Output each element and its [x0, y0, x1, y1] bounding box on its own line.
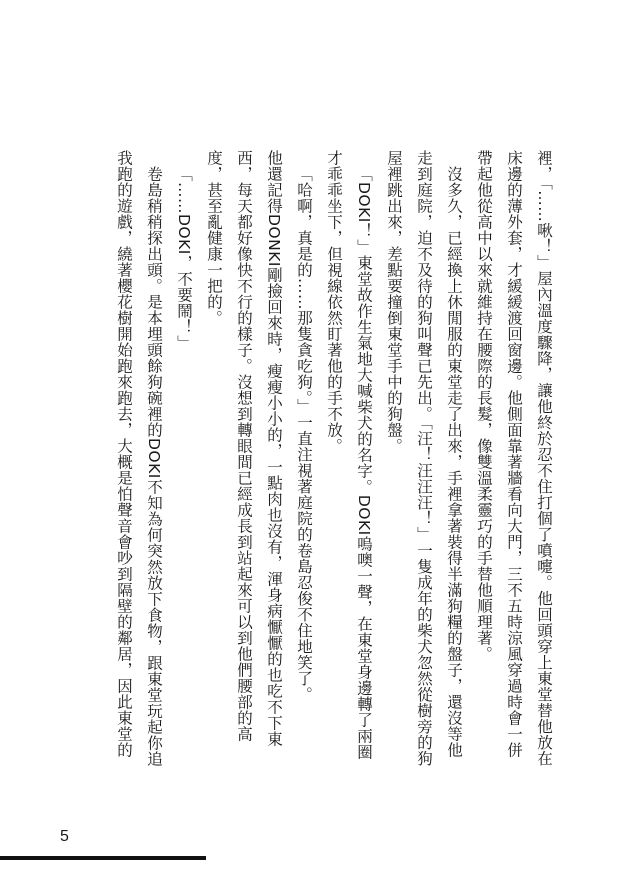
page-number: 5	[60, 828, 69, 845]
paragraph-2: 沒多久，已經換上休閒服的東堂走了出來，手裡拿著裝得半滿狗糧的盤子，還沒等他走到庭院，迫不及待的狗叫聲已先出。「汪！汪汪汪！」一隻成年的柴犬忽然從樹旁的狗屋裡跳出來，差點要撞倒東堂手中的狗盤。	[385, 150, 463, 767]
paragraph-3: 「DOKI！」東堂故作生氣地大喊柴犬的名字。DOKI嗚噢一聲，在東堂身邊轉了兩圈才乖乖坐下，但視線依然盯著他的手不放。	[325, 150, 373, 760]
paragraph-7: 卷島稍稍探出頭。是本埋頭餘狗碗裡的DOKI不知為何突然放下食物，跟東堂玩起你追我跑的遊戲，繞著櫻花樹開始跑來跑去，大概是怕聲音會吵到隔壁的鄰居，因此東堂的	[115, 150, 163, 767]
paragraph-1: 裡，「……啾！」屋內溫度驟降，讓他終於忍不住打個了噴嚏。他回頭穿上東堂替他放在床邊的薄外套，才緩緩渡回窗邊。他側面靠著牆看向大門，三不五時涼風穿過時會一併帶起他從高中以來就維持在腰際的長髮，像雙溫柔靈巧的手替他順理著。	[475, 150, 553, 767]
body-text	[79, 150, 559, 770]
footer-rule	[0, 856, 206, 860]
paragraph-4: 「哈啊，真是的……那隻貪吃狗。」一直注視著庭院的卷島忍俊不住地笑了。	[295, 165, 313, 702]
paragraph-5: 他還記得DONKI剛撿回來時，瘦瘦小小的，一點肉也沒有，渾身病懨懨的也吃不下東西，每天都好像快不行的樣子。沒想到轉眼間已經成長到站起來可以到他們腰部的高度，甚至亂健康一把的。	[205, 150, 283, 747]
paragraph-6: 「……DOKI，不要鬧！」	[175, 165, 193, 351]
